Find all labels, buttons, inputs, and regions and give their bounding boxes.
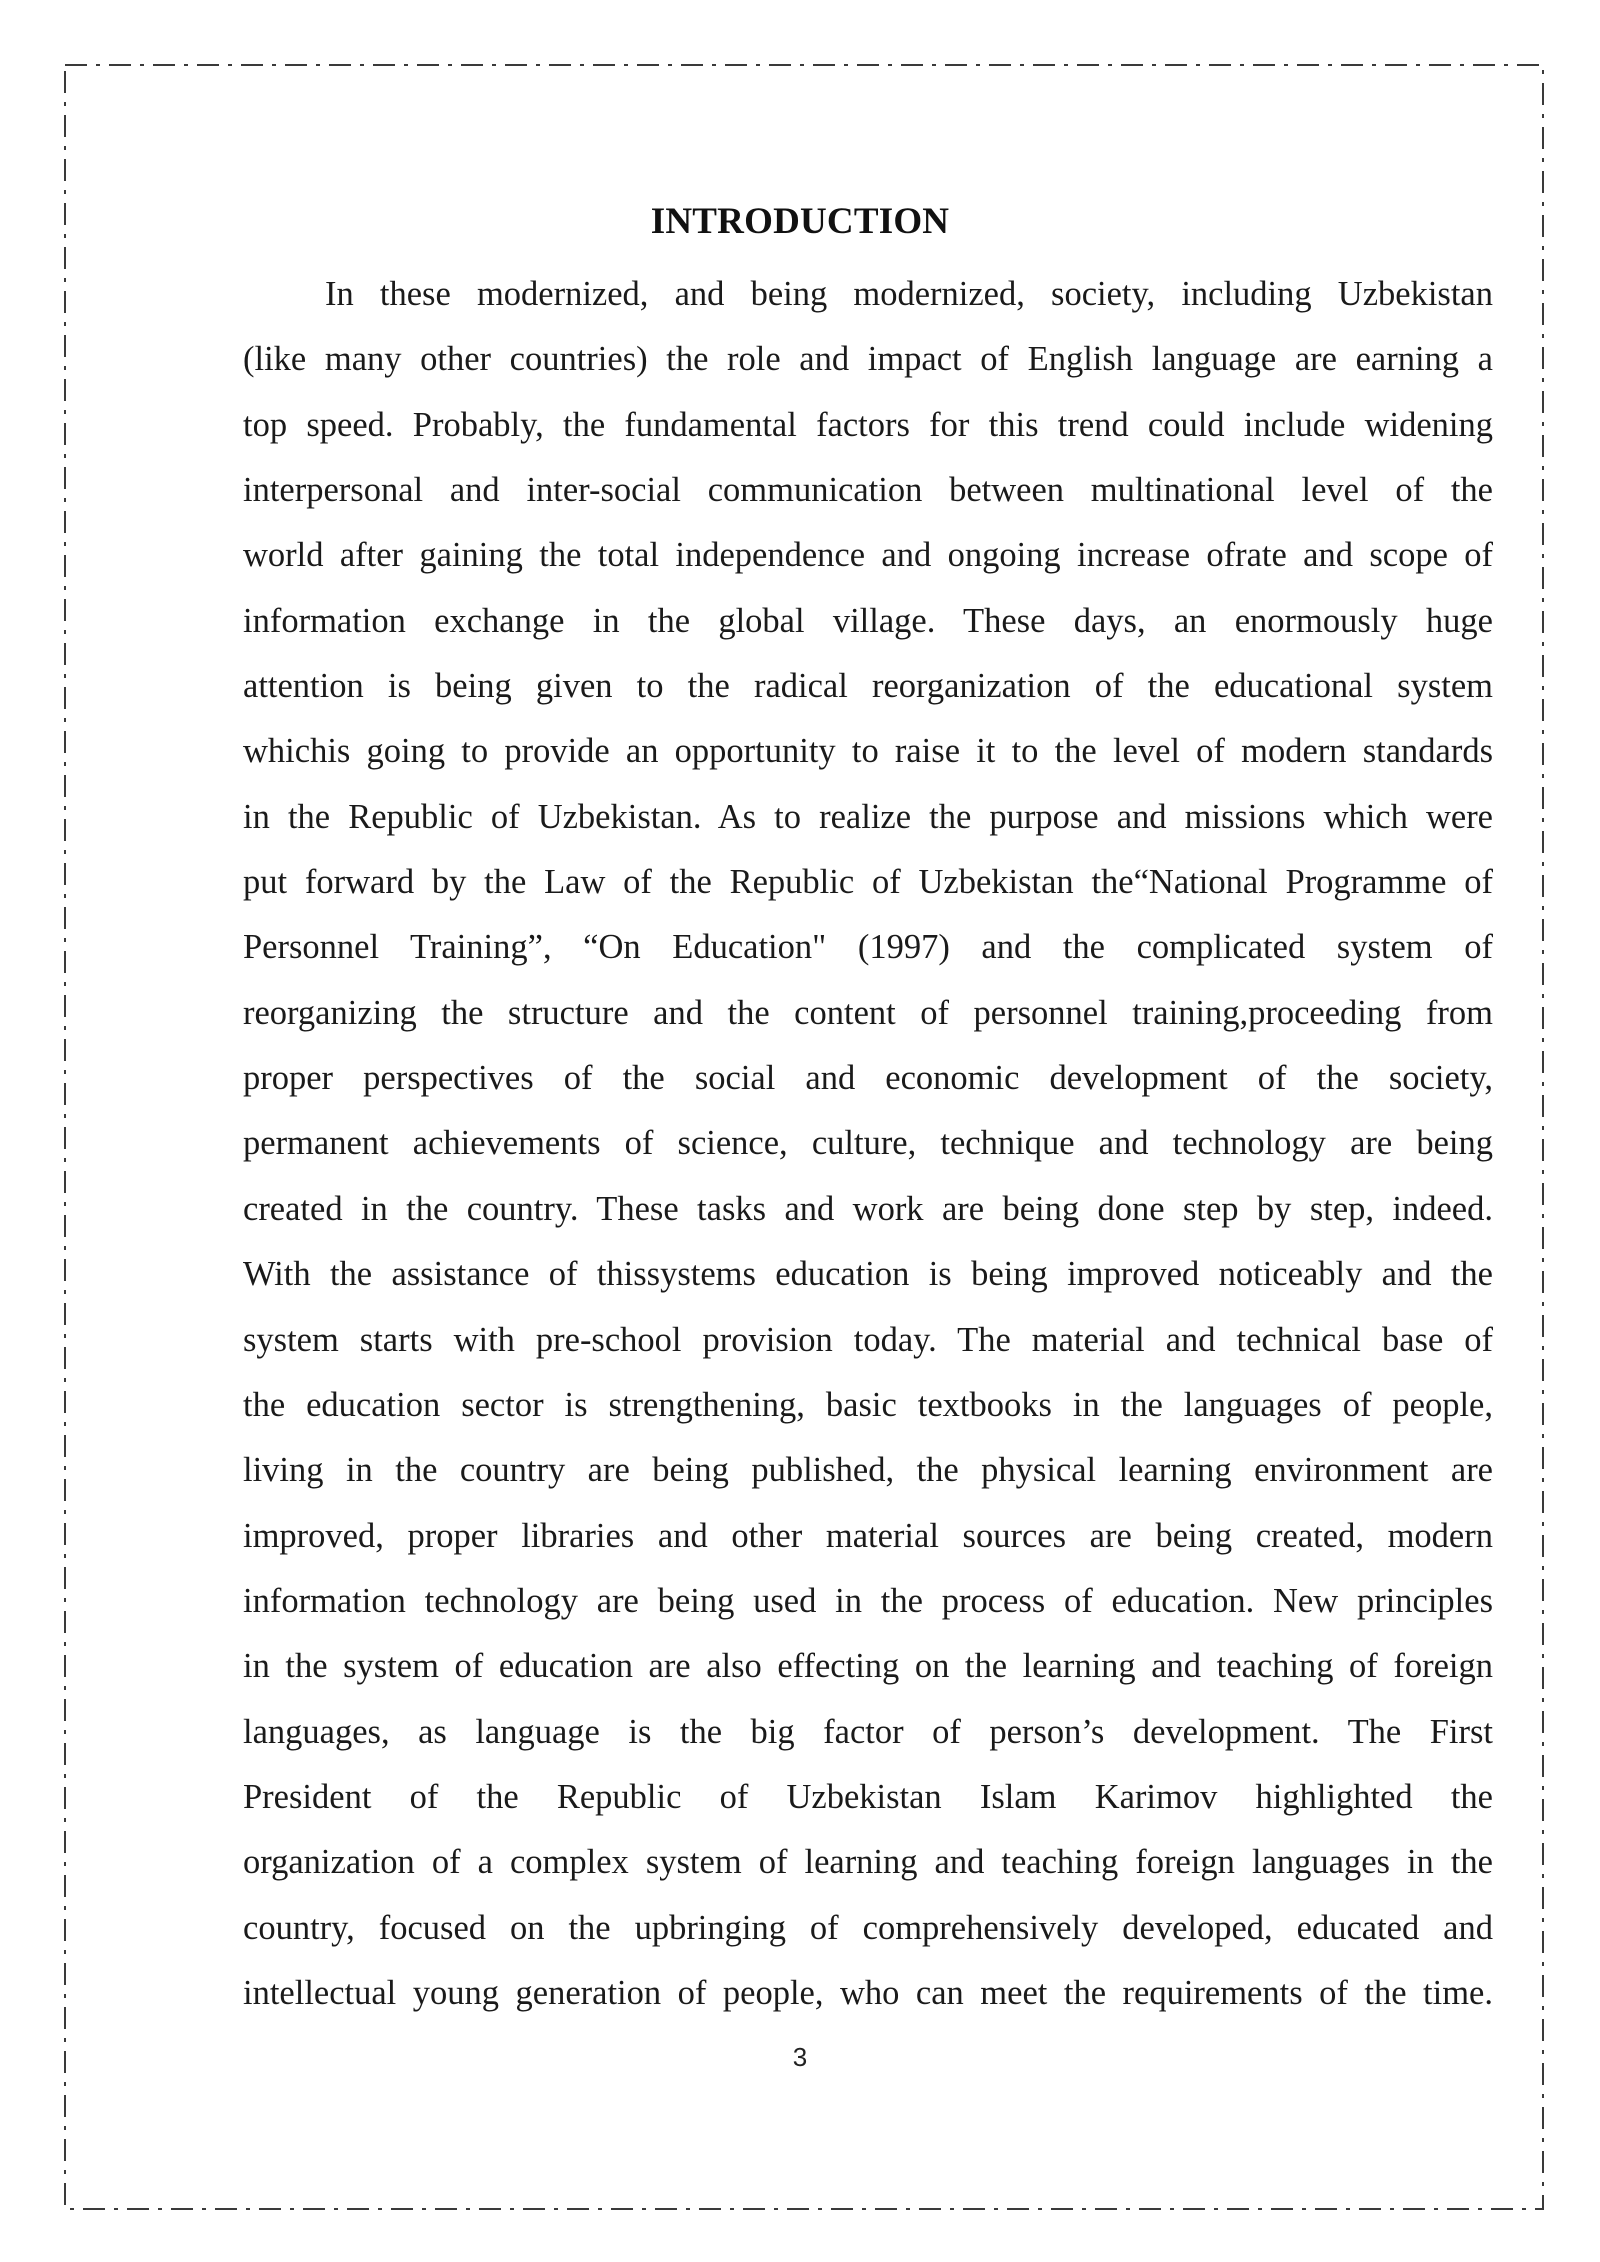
paragraph-line: languages, as language is the big factor of person’s development. The First xyxy=(243,1712,1493,1751)
paragraph-line: reorganizing the structure and the content of personnel training,proceeding from xyxy=(243,993,1493,1032)
paragraph-line: improved, proper libraries and other material sources are being created, modern xyxy=(243,1516,1493,1555)
page-number: 3 xyxy=(792,2042,808,2072)
paragraph-line: whichis going to provide an opportunity to raise it to the level of modern standards xyxy=(243,732,1493,771)
paragraph-line: President of the Republic of Uzbekistan Islam Karimov highlighted the xyxy=(243,1777,1493,1816)
paragraph-line: the education sector is strengthening, basic textbooks in the languages of people, xyxy=(243,1385,1493,1424)
paragraph-line: With the assistance of thissystems education is being improved noticeably and the xyxy=(243,1255,1493,1294)
paragraph-line: information technology are being used in the process of education. New principles xyxy=(243,1581,1493,1620)
paragraph-line: world after gaining the total independence and ongoing increase ofrate and scope of xyxy=(243,536,1493,575)
paragraph-line: Personnel Training”, “On Education" (1997) and the complicated system of xyxy=(243,928,1493,967)
paragraph-line: in the system of education are also effecting on the learning and teaching of foreign xyxy=(243,1647,1493,1686)
introduction-paragraph xyxy=(243,262,1493,2026)
paragraph-line: (like many other countries) the role and impact of English language are earning a xyxy=(243,340,1493,379)
paragraph-line: information exchange in the global village. These days, an enormously huge xyxy=(243,601,1493,640)
paragraph-line: top speed. Probably, the fundamental factors for this trend could include widening xyxy=(243,405,1493,444)
paragraph-line: living in the country are being published, the physical learning environment are xyxy=(243,1451,1493,1490)
paragraph-line: system starts with pre-school provision today. The material and technical base of xyxy=(243,1320,1493,1359)
paragraph-line: created in the country. These tasks and work are being done step by step, indeed. xyxy=(243,1189,1493,1228)
paragraph-line: proper perspectives of the social and economic development of the society, xyxy=(243,1059,1493,1098)
paragraph-line: interpersonal and inter-social communication between multinational level of the xyxy=(243,471,1493,510)
paragraph-line: attention is being given to the radical reorganization of the educational system xyxy=(243,667,1493,706)
page-heading: INTRODUCTION xyxy=(650,201,950,242)
paragraph-line: in the Republic of Uzbekistan. As to realize the purpose and missions which were xyxy=(243,797,1493,836)
paragraph-line: In these modernized, and being modernized, society, including Uzbekistan xyxy=(325,275,1493,313)
paragraph-line: country, focused on the upbringing of comprehensively developed, educated and xyxy=(243,1908,1493,1947)
paragraph-line: organization of a complex system of learning and teaching foreign languages in the xyxy=(243,1843,1493,1882)
paragraph-line: put forward by the Law of the Republic of Uzbekistan the“National Programme of xyxy=(243,863,1493,902)
paragraph-line: permanent achievements of science, culture, technique and technology are being xyxy=(243,1124,1493,1163)
paragraph-line: intellectual young generation of people, who can meet the requirements of the time. xyxy=(243,1973,1493,2012)
